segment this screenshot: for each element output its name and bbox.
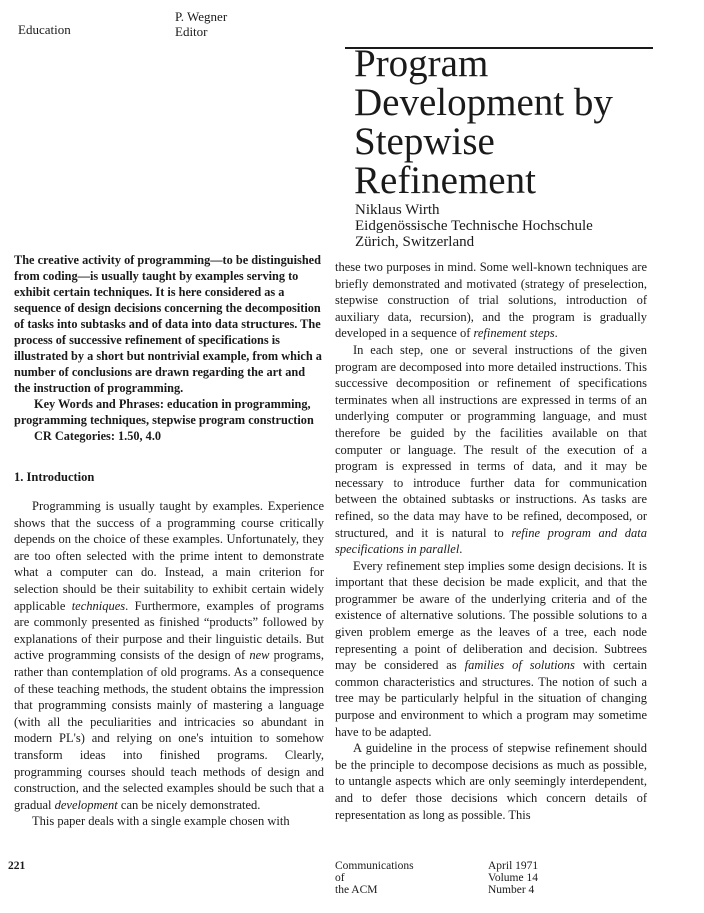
editor-credit [175, 9, 227, 39]
title-line: Program [354, 42, 489, 85]
body-paragraph: In each step, one or several instructions of the given program are decomposed into more detailed instructions. This successive decomposition or refinement of specifications terminates when all instructions are expressed in terms of an underlying computer or programming language, and must therefore be guided by the facilities available on that computer or language. The result of the execution of a program is expressed in terms of data, and it may be necessary to introduce further data for communication between the obtained subtasks or instructions. As tasks are refined, so the data may have to be refined, decomposed, or structured, and it is natural to refine program and data specifications in parallel. [335, 342, 647, 557]
title-line: Stepwise [354, 120, 495, 163]
author-name: Niklaus Wirth [355, 202, 440, 218]
issue-date: April 1971 [488, 860, 539, 872]
paper-title [354, 44, 694, 200]
author-location: Zürich, Switzerland [355, 234, 475, 250]
abstract [14, 252, 324, 444]
keywords: Key Words and Phrases: education in programming, programming techniques, stepwise program construction [14, 397, 314, 427]
cr-categories: CR Categories: 1.50, 4.0 [34, 429, 162, 443]
title-line: Refinement [354, 159, 536, 202]
body-paragraph: Every refinement step implies some design decisions. It is important that these decision be made explicit, and that the programmer be aware of the underlying criteria and of the existence of alternative solutions. The possible solutions to a given problem emerge as the leaves of a tree, each node representing a point of deliberation and decision. Subtrees may be considered as families of solutions with certain common characteristics and structures. The notion of such a tree may be particularly helpful in the situation of changing purpose and environment to which a program may sometime have to be adapted. [335, 558, 647, 739]
body-paragraph: A guideline in the process of stepwise refinement should be the principle to decompose decisions as much as possible, to untangle aspects which are only seemingly interdependent, and to defer those decisions which concern details of representation as long as possible. This [335, 741, 647, 822]
issue-number: Number 4 [488, 884, 535, 896]
editor-role: Editor [175, 24, 208, 39]
section-label: Education [18, 22, 71, 37]
page-number: 221 [8, 860, 26, 872]
author-block [355, 202, 593, 250]
journal-name: Communications of the ACM [335, 860, 414, 896]
body-paragraph: these two purposes in mind. Some well-known techniques are briefly demonstrated and motivated (strategy of preselection, stepwise construction of trial solutions, introduction of auxiliary data, recursion), and the program is gradually developed in a sequence of refinement steps. [335, 260, 647, 341]
intro-paragraph: Programming is usually taught by examples. Experience shows that the success of a programming course critically depends on the choice of these examples. Unfortunately, they are too often selected with the prime intent to demonstrate what a computer can do. Instead, a main criterion for selection should be their suitability to exhibit certain widely applicable techniques. Furthermore, examples of programs are commonly presented as finished “products” followed by explanations of their purpose and their linguistic details. But active programming consists of the design of new programs, rather than contemplation of old programs. As a consequence of these teaching methods, the student obtains the impression that programming consists mainly of mastering a language (with all the peculiarities and intricacies so abundant in modern PL's) and relying on one's intuition to somehow transform ideas into finished programs. Clearly, programming courses should teach methods of design and construction, and the selected examples should be such that a gradual development can be nicely demonstrated. [14, 499, 324, 812]
title-line: Development by [354, 81, 613, 124]
author-institution: Eidgenössische Technische Hochschule [355, 218, 593, 234]
intro-paragraph: This paper deals with a single example chosen with [32, 814, 290, 829]
issue-info [488, 860, 538, 896]
editor-name: P. Wegner [175, 9, 228, 24]
left-column-body [14, 498, 324, 830]
abstract-text: The creative activity of programming—to be distinguished from coding—is usually taught by examples serving to exhibit certain techniques. It is here considered as a sequence of design decisions concerning the decomposition of tasks into subtasks and of data into data structures. The process of successive refinement of specifications is illustrated by a short but nontrivial example, from which a number of conclusions are drawn regarding the art and the instruction of programming. [14, 253, 322, 395]
issue-volume: Volume 14 [488, 872, 538, 884]
right-column-body [335, 259, 647, 823]
section-heading: 1. Introduction [14, 470, 95, 484]
